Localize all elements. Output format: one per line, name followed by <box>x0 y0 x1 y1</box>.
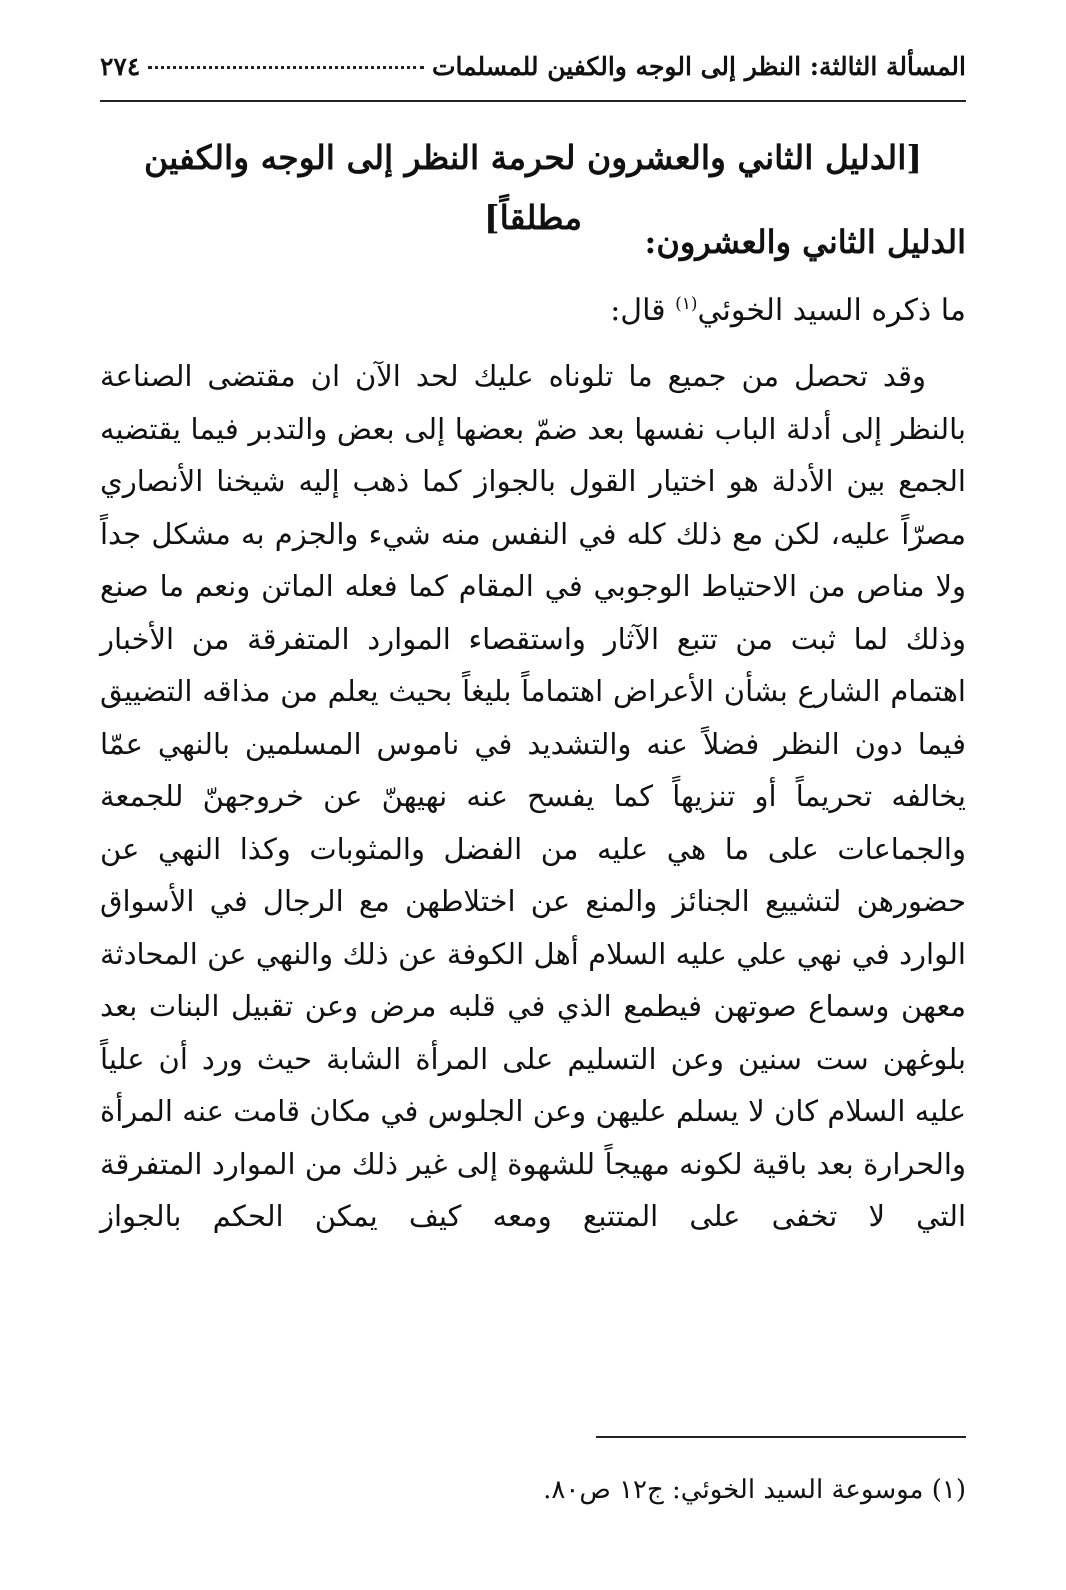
footnote: (١) موسوعة السيد الخوئي: ج١٢ ص٨٠. <box>543 1475 966 1505</box>
section-heading: [الدليل الثاني والعشرون لحرمة النظر إلى الوجه والكفين مطلقاً] <box>143 138 923 237</box>
footnote-reference[interactable]: (١) <box>675 294 698 314</box>
header-leader-dots <box>148 66 424 69</box>
intro-text: ما ذكره السيد الخوئي <box>697 293 966 328</box>
header-rule <box>100 100 966 102</box>
body-paragraph: وقد تحصل من جميع ما تلوناه عليك لحد الآن ان مقتضى الصناعة بالنظر إلى أدلة الباب نفسها بعد ضمّ بعضها إلى بعض والتدبر فيما يقتضيه الجمع بين الأدلة هو اختيار القول بالجواز كما ذهب إليه شيخنا الأنصاري مصرّاً عليه، لكن مع ذلك كله في النفس منه شيء والجزم به مشكل جداً ولا مناص من الاحتياط الوجوبي في المقام كما فعله الماتن ونعم ما صنع وذلك لما ثبت من تتبع الآثار واستقصاء الموارد المتفرقة من الأخبار اهتمام الشارع بشأن الأعراض اهتماماً بليغاً بحيث يعلم من مذاقه التضييق فيما دون النظر فضلاً عنه والتشديد في ناموس المسلمين بالنهي عمّا يخالفه تحريماً أو تنزيهاً كما يفسح عنه نهيهنّ عن خروجهنّ للجمعة والجماعات على ما هي عليه من الفضل والمثوبات وكذا النهي عن حضورهن لتشييع الجنائز والمنع عن اختلاطهن مع الرجال في الأسواق الوارد في نهي علي عليه السلام أهل الكوفة عن ذلك والنهي عن المحادثة معهن وسماع صوتهن فيطمع الذي في قلبه مرض وعن تقبيل البنات بعد بلوغهن ست سنين وعن التسليم على المرأة الشابة حيث ورد أن علياً عليه السلام كان لا يسلم عليهن وعن الجلوس في مكان قامت عنه المرأة والحرارة بعد باقية لكونه مهيجاً للشهوة إلى غير ذلك من الموارد المتفرقة التي لا تخفى على المتتبع ومعه كيف يمكن الحكم بالجواز <box>100 359 966 1233</box>
running-header <box>100 52 966 96</box>
intro-text-end: قال: <box>610 293 676 328</box>
header-title: المسألة الثالثة: النظر إلى الوجه والكفين للمسلمات <box>431 52 966 81</box>
footnote-rule <box>596 1436 966 1438</box>
page-number: ٢٧٤ <box>100 52 141 81</box>
intro-line <box>100 282 966 340</box>
subheading: الدليل الثاني والعشرون: <box>644 223 966 261</box>
